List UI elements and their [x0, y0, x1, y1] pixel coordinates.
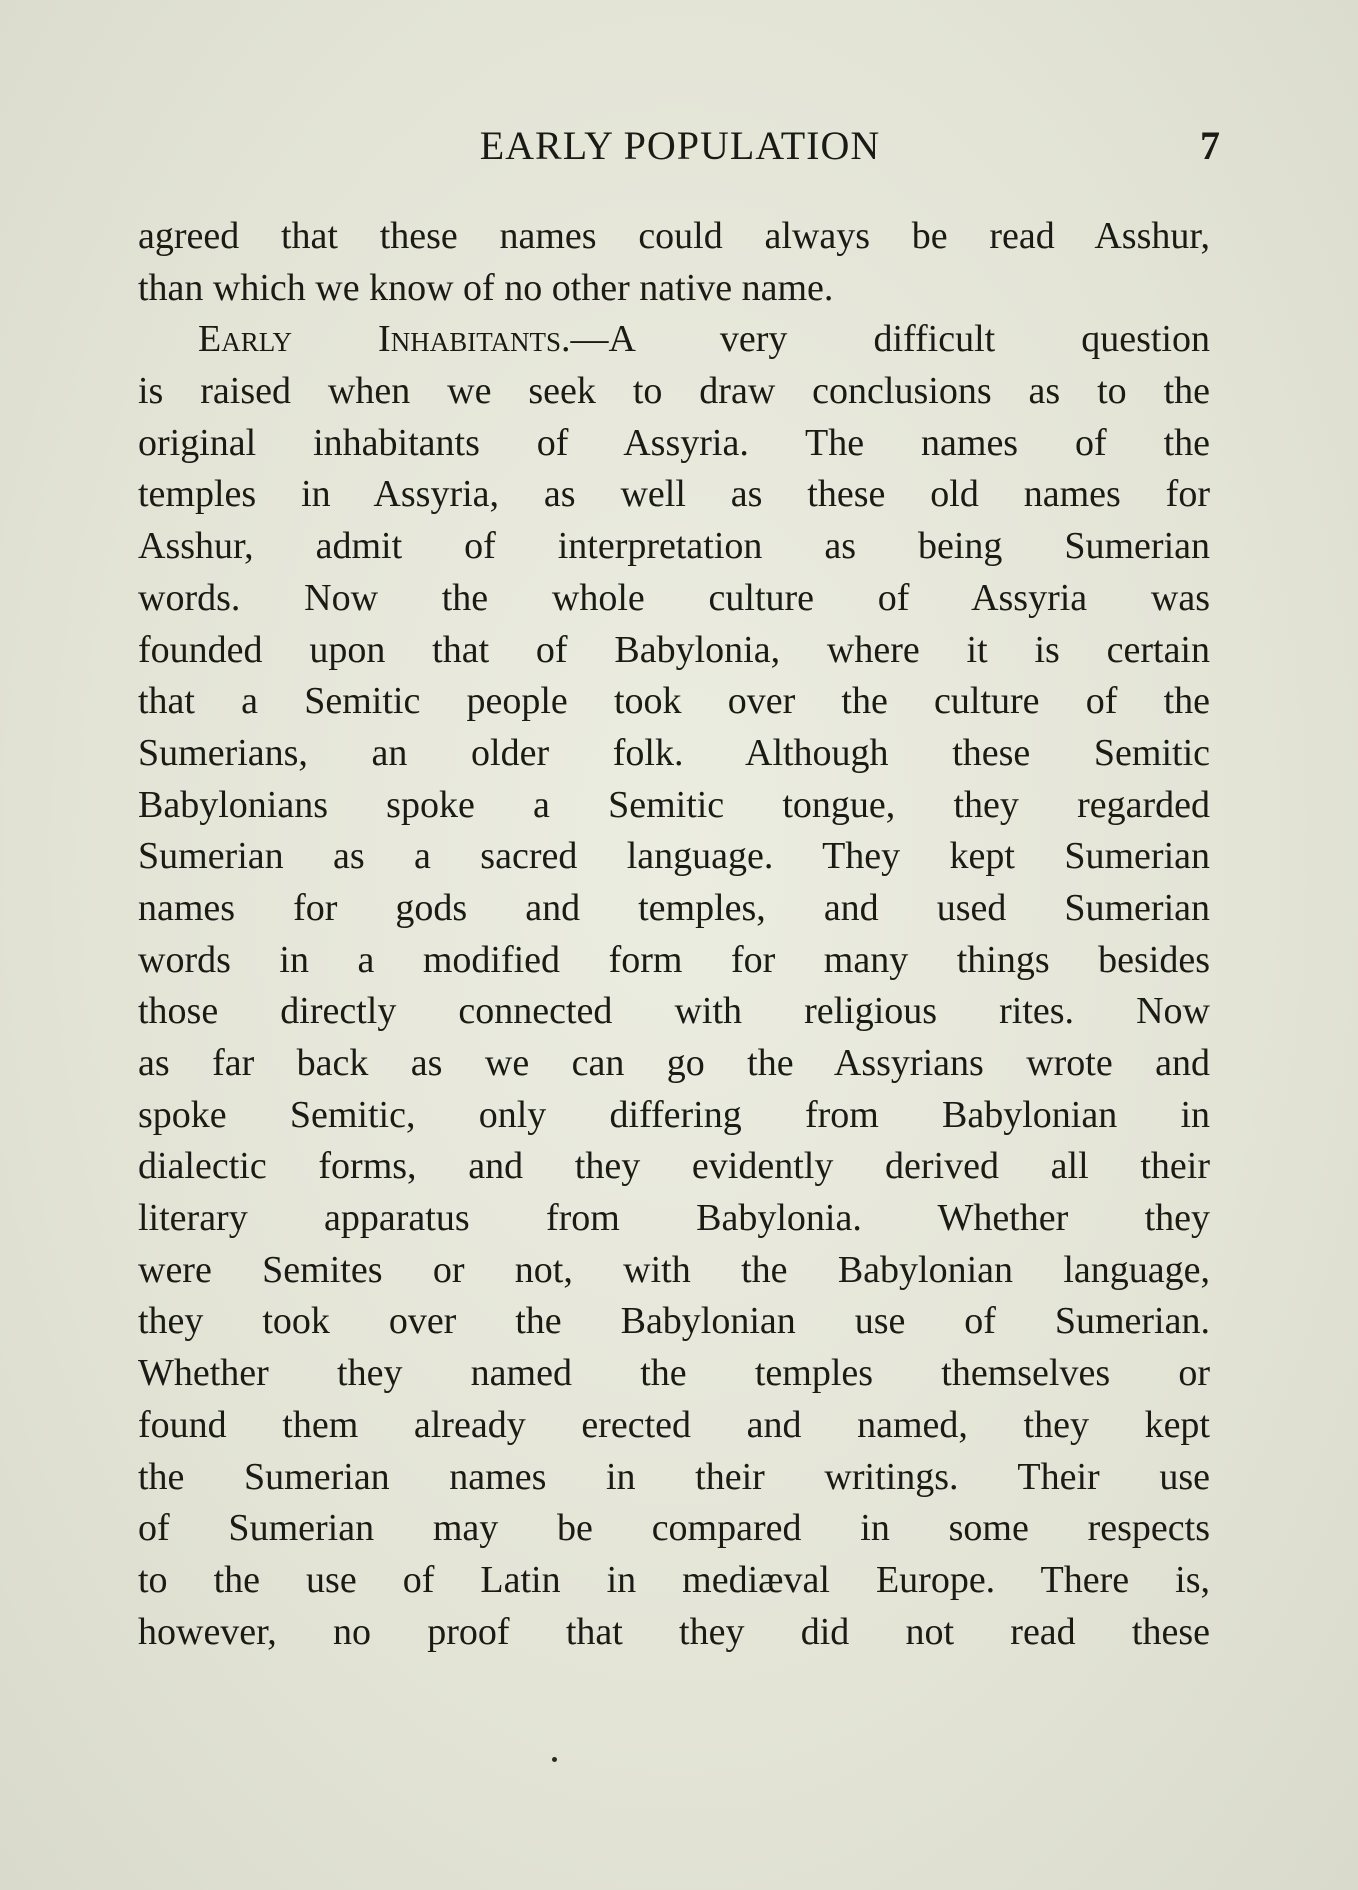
text-line-4: is raised when we seek to draw conclusions as to the — [138, 370, 1210, 413]
text-line-8: words. Now the whole culture of Assyria was — [138, 576, 1210, 619]
text-line-15: words in a modified form for many things besides — [138, 938, 1210, 981]
section-heading: Early Inhabitants. — [198, 318, 571, 361]
text-line-16: those directly connected with religious rites. Now — [138, 990, 1210, 1033]
text-line-3 — [138, 314, 1210, 366]
text-line-7: Asshur, admit of interpretation as being Sumerian — [138, 525, 1210, 568]
text-line-1: agreed that these names could always be read Asshur, — [138, 215, 1210, 257]
text-line-28: however, no proof that they did not read these — [138, 1610, 1210, 1653]
text-line-2: than which we know of no other native name. — [138, 266, 834, 309]
section-lead: —A very difficult question — [570, 318, 1210, 361]
text-line-14: names for gods and temples, and used Sumerian — [138, 886, 1210, 929]
page-number: 7 — [1200, 123, 1220, 168]
text-line-24: found them already erected and named, they kept — [138, 1403, 1210, 1446]
text-line-6: temples in Assyria, as well as these old names for — [138, 473, 1210, 516]
text-line-9: founded upon that of Babylonia, where it is certain — [138, 628, 1210, 671]
text-line-25: the Sumerian names in their writings. Their use — [138, 1455, 1210, 1498]
text-line-23: Whether they named the temples themselves or — [138, 1352, 1210, 1395]
text-line-17: as far back as we can go the Assyrians wrote and — [138, 1042, 1210, 1084]
text-line-12: Babylonians spoke a Semitic tongue, they regarded — [138, 783, 1210, 826]
text-line-26: of Sumerian may be compared in some respects — [138, 1507, 1210, 1550]
text-line-21: were Semites or not, with the Babylonian language, — [138, 1248, 1210, 1291]
body-text — [138, 211, 1210, 1658]
running-title: EARLY POPULATION — [479, 123, 881, 168]
text-line-5: original inhabitants of Assyria. The names of the — [138, 421, 1210, 464]
ink-speck — [552, 1757, 557, 1762]
text-line-27: to the use of Latin in mediæval Europe. There is, — [138, 1558, 1210, 1601]
text-line-11: Sumerians, an older folk. Although these Semitic — [138, 731, 1210, 774]
text-line-19: dialectic forms, and they evidently derived all their — [138, 1145, 1210, 1188]
text-line-10: that a Semitic people took over the culture of the — [138, 680, 1210, 723]
text-line-13: Sumerian as a sacred language. They kept Sumerian — [138, 835, 1210, 878]
text-line-18: spoke Semitic, only differing from Babylonian in — [138, 1093, 1210, 1136]
running-head — [140, 122, 1220, 182]
text-line-22: they took over the Babylonian use of Sumerian. — [138, 1300, 1210, 1343]
text-line-20: literary apparatus from Babylonia. Whether they — [138, 1197, 1210, 1240]
